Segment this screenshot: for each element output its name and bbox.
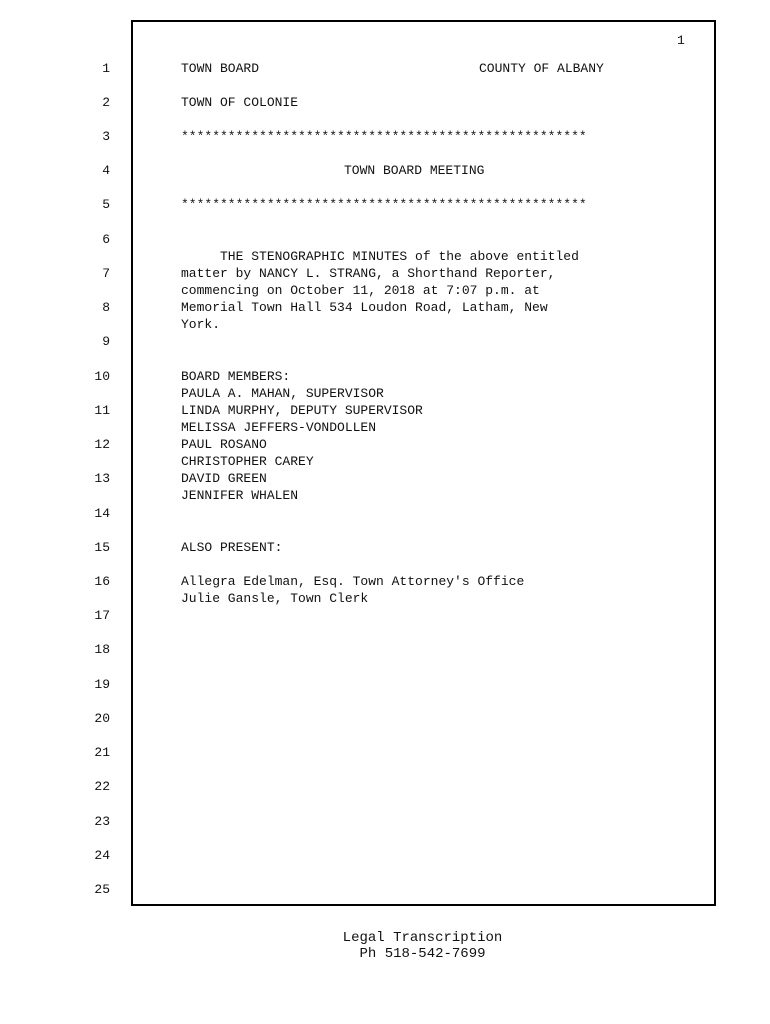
line-number: 2 [102,95,110,110]
board-member: PAUL ROSANO [181,437,267,452]
board-members-heading: BOARD MEMBERS: [181,369,291,384]
line-number: 12 [94,437,110,452]
line-number: 21 [94,745,110,760]
line-number: 1 [102,61,110,76]
line-number: 8 [102,300,110,315]
board-member: MELISSA JEFFERS-VONDOLLEN [181,420,377,435]
header-town-board: TOWN BOARD [181,61,260,76]
minutes-line: matter by NANCY L. STRANG, a Shorthand Reporter, [181,266,556,281]
line-number: 11 [94,403,110,418]
also-present-person: Allegra Edelman, Esq. Town Attorney's Office [181,574,525,589]
footer-company: Legal Transcription [342,930,503,946]
line-number: 5 [102,197,110,212]
minutes-line: THE STENOGRAPHIC MINUTES of the above entitled [181,249,579,264]
meeting-title: TOWN BOARD MEETING [344,163,485,178]
line-number: 24 [94,848,110,863]
line-number: 7 [102,266,110,281]
also-present-person: Julie Gansle, Town Clerk [181,591,369,606]
line-number: 18 [94,642,110,657]
line-number: 14 [94,506,110,521]
line-number: 3 [102,129,110,144]
line-number: 23 [94,814,110,829]
board-member: CHRISTOPHER CAREY [181,454,314,469]
line-number: 4 [102,163,110,178]
header-divider-bottom: **************************************************** [181,197,587,212]
board-member: DAVID GREEN [181,471,267,486]
header-divider-top: **************************************************** [181,129,587,144]
line-number: 15 [94,540,110,555]
line-number: 9 [102,334,110,349]
line-number: 25 [94,882,110,897]
header-town-name: TOWN OF COLONIE [181,95,299,110]
line-number: 6 [102,232,110,247]
line-number: 16 [94,574,110,589]
minutes-line: commencing on October 11, 2018 at 7:07 p.m. at [181,283,540,298]
board-member: LINDA MURPHY, DEPUTY SUPERVISOR [181,403,423,418]
minutes-line: Memorial Town Hall 534 Loudon Road, Latham, New [181,300,548,315]
line-number: 13 [94,471,110,486]
line-number: 20 [94,711,110,726]
page-number: 1 [677,33,685,48]
also-present-heading: ALSO PRESENT: [181,540,283,555]
board-member: JENNIFER WHALEN [181,488,299,503]
footer-phone: Ph 518-542-7699 [359,946,486,962]
line-number: 19 [94,677,110,692]
line-number: 22 [94,779,110,794]
line-number: 17 [94,608,110,623]
line-number: 10 [94,369,110,384]
board-member: PAULA A. MAHAN, SUPERVISOR [181,386,384,401]
minutes-line: York. [181,317,221,332]
header-county: COUNTY OF ALBANY [479,61,604,76]
